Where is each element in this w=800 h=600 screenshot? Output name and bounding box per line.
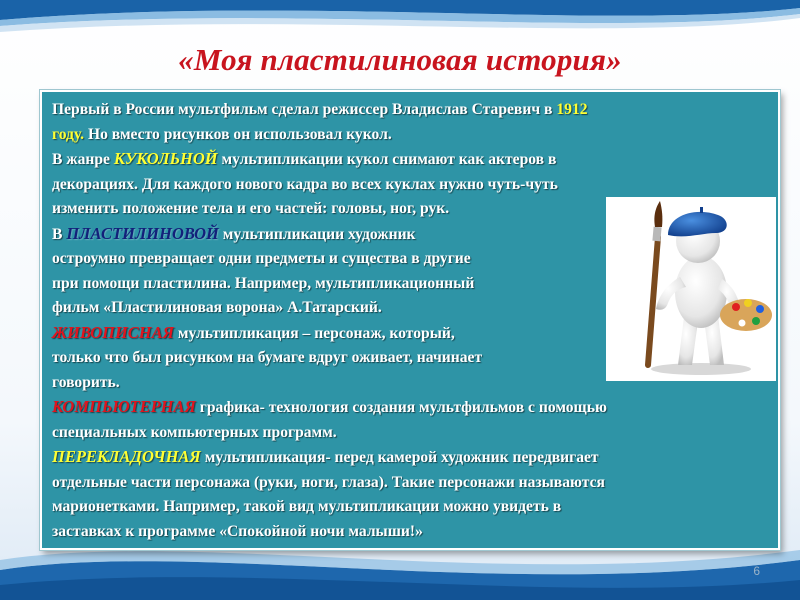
artist-illustration bbox=[606, 197, 776, 381]
p6-line-2: отдельные части персонажа (руки, ноги, глаза). Такие персонажи называются bbox=[52, 473, 605, 491]
p3-line-1: В ПЛАСТИЛИНОВОЙ мультипликации художник bbox=[52, 223, 416, 243]
p2-line-3: изменить положение тела и его частей: головы, ног, рук. bbox=[52, 200, 450, 217]
p4-line-2: только что был рисунком на бумаге вдруг оживает, начинает bbox=[52, 349, 483, 366]
artist-figure-with-brush-and-palette-icon bbox=[606, 197, 776, 381]
p4-line-3: говорить. bbox=[52, 373, 120, 391]
p6-line-1: ПЕРЕКЛАДОЧНАЯ мультипликация- перед камерой художник передвигает bbox=[52, 447, 599, 466]
p5-line-1: КОМПЬЮТЕРНАЯ графика- технология создания мультфильмов с помощью bbox=[52, 397, 607, 416]
keyword-kompyuternaya: КОМПЬЮТЕРНАЯ bbox=[52, 397, 196, 416]
keyword-zhivopisnaya: ЖИВОПИСНАЯ bbox=[52, 322, 175, 342]
slide-title: «Моя пластилиновая история» bbox=[178, 42, 622, 77]
p4-line-1: ЖИВОПИСНАЯ мультипликация – персонаж, который, bbox=[52, 322, 455, 342]
p5-line-2: специальных компьютерных программ. bbox=[52, 423, 337, 441]
p6-line-3: марионетками. Например, такой вид мультипликации можно увидеть в bbox=[52, 498, 562, 515]
p2-line-1: В жанре КУКОЛЬНОЙ мультипликации кукол снимают как актеров в bbox=[52, 149, 557, 168]
p3-line-2: остроумно превращает одни предметы и существа в другие bbox=[52, 250, 471, 267]
slide-number: 6 bbox=[753, 564, 760, 578]
p2-line-2: декорациях. Для каждого нового кадра во всех куклах нужно чуть-чуть bbox=[52, 175, 558, 193]
p1-line-1: Первый в России мультфильм сделал режиссер Владислав Старевич в 1912 bbox=[52, 101, 588, 118]
p3-line-3: при помощи пластилина. Например, мультипликационный bbox=[52, 274, 475, 292]
p3-line-4: фильм «Пластилиновая ворона» А.Татарский. bbox=[52, 299, 382, 316]
p1-line-2: году. Но вместо рисунков он использовал кукол. bbox=[52, 125, 392, 143]
keyword-plastilinovoy: ПЛАСТИЛИНОВОЙ bbox=[66, 223, 219, 243]
keyword-kukolnoy: КУКОЛЬНОЙ bbox=[113, 149, 218, 168]
p6-line-4: заставках к программе «Спокойной ночи малыши!» bbox=[52, 522, 423, 540]
keyword-perekladochnaya: ПЕРЕКЛАДОЧНАЯ bbox=[52, 447, 201, 466]
